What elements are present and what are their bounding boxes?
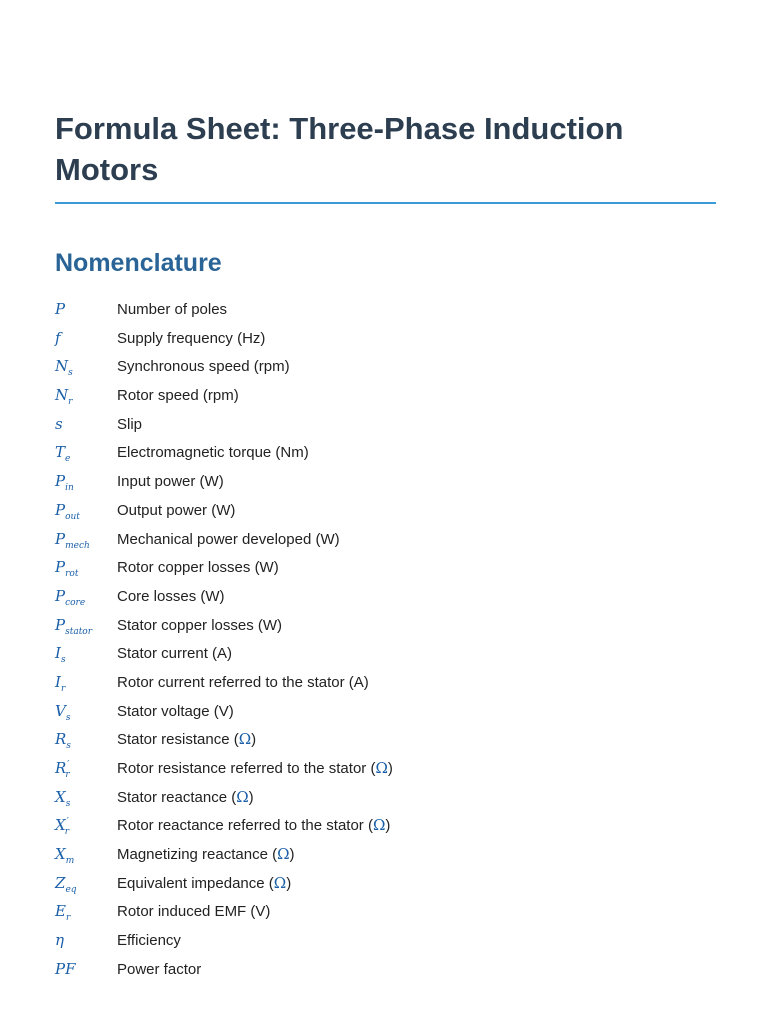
nomenclature-item: [55, 295, 716, 324]
symbol-subscript: core: [65, 597, 86, 608]
ohm-unit-symbol: Ω: [273, 873, 287, 892]
nomenclature-item: [55, 668, 716, 697]
description-text: Electromagnetic torque (Nm): [117, 444, 309, 462]
nomenclature-description: [117, 526, 340, 555]
nomenclature-item: [55, 582, 716, 611]
nomenclature-symbol: [55, 783, 117, 812]
nomenclature-symbol: [55, 381, 117, 410]
nomenclature-symbol: [55, 295, 117, 324]
symbol-subscript: r: [64, 827, 70, 838]
nomenclature-item: [55, 410, 716, 439]
nomenclature-description: [117, 411, 142, 440]
symbol-base: Z: [55, 873, 66, 892]
nomenclature-description: [117, 382, 239, 411]
symbol-subscript: rot: [65, 569, 79, 580]
description-text: Output power (W): [117, 501, 236, 519]
page-title-line-2: Motors: [55, 152, 159, 187]
symbol-subscript: eq: [65, 884, 77, 895]
symbol-subscript: r: [68, 397, 73, 408]
description-text: Stator resistance (: [117, 731, 239, 749]
nomenclature-symbol: [55, 496, 117, 525]
nomenclature-description: [117, 698, 234, 727]
symbol-base: P: [55, 472, 66, 491]
nomenclature-symbol: [55, 324, 117, 353]
nomenclature-item: [55, 926, 716, 955]
symbol-base: N: [55, 357, 69, 376]
ohm-unit-symbol: Ω: [277, 845, 290, 864]
symbol-base: V: [55, 701, 66, 720]
nomenclature-item: [55, 611, 716, 640]
nomenclature-description: [117, 296, 227, 325]
symbol-base: P: [55, 500, 66, 519]
nomenclature-description: [117, 325, 265, 354]
symbol-subscript: s: [65, 798, 71, 809]
nomenclature-item: [55, 438, 716, 467]
symbol-base: X: [55, 845, 66, 864]
symbol-subscript: s: [66, 741, 71, 752]
symbol-prime: ′: [67, 760, 70, 770]
nomenclature-description: [117, 725, 256, 755]
nomenclature-item: [55, 639, 716, 668]
description-closing: ): [248, 788, 254, 806]
description-text: Supply frequency (Hz): [117, 329, 266, 347]
symbol-base: f: [55, 328, 61, 347]
symbol-subscript: out: [65, 511, 80, 522]
nomenclature-description: [117, 754, 393, 784]
nomenclature-symbol: [55, 553, 117, 582]
symbol-base: I: [55, 644, 61, 663]
symbol-subscript: r: [60, 683, 66, 694]
description-closing: ): [286, 874, 292, 892]
nomenclature-item: [55, 840, 716, 869]
ohm-unit-symbol: Ω: [238, 730, 252, 749]
ohm-unit-symbol: Ω: [236, 787, 249, 806]
description-text: Input power (W): [117, 473, 224, 491]
nomenclature-item: [55, 697, 716, 726]
nomenclature-description: [117, 497, 235, 526]
nomenclature-item: [55, 324, 716, 353]
symbol-base: P: [55, 586, 66, 605]
symbol-subscript: s: [65, 712, 71, 723]
description-closing: ): [387, 760, 393, 777]
symbol-base: P: [55, 558, 66, 577]
description-text: Stator voltage (V): [117, 702, 234, 720]
description-text: Number of poles: [117, 301, 228, 318]
nomenclature-description: [117, 956, 201, 985]
symbol-subscript: r: [65, 913, 71, 924]
nomenclature-description: [117, 927, 181, 956]
symbol-base: P: [55, 300, 66, 318]
description-closing: ): [289, 846, 295, 864]
description-text: Slip: [117, 415, 143, 433]
description-text: Synchronous speed (rpm): [117, 358, 290, 376]
nomenclature-symbol: [55, 725, 117, 754]
nomenclature-item: [55, 725, 716, 754]
nomenclature-item: [55, 754, 716, 783]
page-title: [55, 0, 716, 190]
symbol-base: N: [55, 386, 69, 405]
description-closing: ): [385, 817, 391, 835]
symbol-base: PF: [55, 959, 76, 978]
description-text: Stator current (A): [117, 645, 233, 663]
nomenclature-description: [117, 840, 295, 870]
nomenclature-item: [55, 955, 716, 984]
nomenclature-symbol: [55, 611, 117, 640]
nomenclature-symbol: [55, 525, 117, 554]
symbol-prime: ′: [66, 817, 69, 828]
nomenclature-description: [117, 898, 270, 927]
nomenclature-item: [55, 496, 716, 525]
description-text: Rotor resistance referred to the stator (: [117, 760, 376, 777]
symbol-subscript: stator: [65, 626, 93, 637]
symbol-subscript: e: [65, 454, 71, 465]
nomenclature-symbol: [55, 754, 117, 783]
symbol-subscript: r: [65, 770, 70, 780]
nomenclature-heading: Nomenclature: [55, 249, 222, 277]
symbol-base: η: [55, 931, 64, 950]
symbol-base: P: [55, 615, 66, 634]
description-text: Efficiency: [117, 932, 181, 950]
nomenclature-item: [55, 467, 716, 496]
symbol-subscript: s: [60, 655, 66, 666]
description-text: Rotor induced EMF (V): [117, 903, 271, 921]
symbol-base: X: [55, 816, 66, 835]
description-text: Equivalent impedance (: [117, 874, 274, 892]
symbol-subscript: s: [68, 368, 73, 379]
nomenclature-description: [117, 640, 232, 669]
nomenclature-description: [117, 669, 369, 698]
nomenclature-symbol: [55, 352, 117, 381]
nomenclature-item: [55, 525, 716, 554]
page-title-line-1: Formula Sheet: Three-Phase Induction: [55, 111, 624, 146]
nomenclature-symbol: [55, 869, 117, 898]
symbol-subscript: m: [65, 856, 75, 867]
symbol-base: R: [55, 730, 67, 749]
nomenclature-description: [117, 439, 309, 468]
symbol-subscript: mech: [65, 540, 90, 551]
nomenclature-description: [117, 468, 224, 497]
nomenclature-list: [55, 295, 716, 984]
nomenclature-item: [55, 553, 716, 582]
description-text: Rotor current referred to the stator (A): [117, 673, 369, 691]
nomenclature-description: [117, 612, 282, 641]
nomenclature-symbol: [55, 668, 117, 697]
description-text: Power factor: [117, 960, 202, 978]
nomenclature-description: [117, 583, 225, 612]
nomenclature-description: [117, 869, 291, 899]
symbol-base: I: [55, 672, 61, 691]
formula-sheet-page: [55, 0, 716, 1000]
description-text: Rotor reactance referred to the stator (: [117, 817, 373, 835]
nomenclature-item: [55, 897, 716, 926]
description-text: Stator copper losses (W): [117, 616, 283, 634]
symbol-base: P: [55, 529, 66, 548]
nomenclature-symbol: [55, 582, 117, 611]
description-text: Rotor speed (rpm): [117, 387, 239, 405]
nomenclature-item: [55, 381, 716, 410]
description-text: Core losses (W): [117, 587, 225, 605]
description-text: Mechanical power developed (W): [117, 530, 340, 548]
symbol-base: T: [55, 443, 66, 462]
nomenclature-description: [117, 811, 390, 841]
description-text: Magnetizing reactance (: [117, 846, 278, 864]
nomenclature-item: [55, 811, 716, 840]
title-divider: [55, 202, 716, 204]
nomenclature-symbol: [55, 926, 117, 955]
description-text: Rotor copper losses (W): [117, 559, 279, 577]
nomenclature-symbol: [55, 410, 117, 439]
description-closing: ): [251, 731, 257, 749]
nomenclature-symbol: [55, 811, 117, 840]
symbol-base: s: [55, 414, 63, 433]
nomenclature-symbol: [55, 955, 117, 984]
nomenclature-symbol: [55, 639, 117, 668]
nomenclature-symbol: [55, 438, 117, 467]
nomenclature-symbol: [55, 697, 117, 726]
ohm-unit-symbol: Ω: [372, 816, 386, 835]
symbol-base: E: [55, 902, 66, 921]
nomenclature-symbol: [55, 897, 117, 926]
nomenclature-item: [55, 869, 716, 898]
symbol-subscript: in: [65, 483, 74, 494]
symbol-base: R: [55, 759, 67, 777]
nomenclature-symbol: [55, 467, 117, 496]
ohm-unit-symbol: Ω: [375, 759, 388, 777]
description-text: Stator reactance (: [117, 788, 237, 806]
symbol-base: X: [55, 787, 66, 806]
nomenclature-description: [117, 554, 279, 583]
nomenclature-item: [55, 783, 716, 812]
nomenclature-description: [117, 353, 290, 382]
nomenclature-description: [117, 783, 254, 813]
nomenclature-item: [55, 352, 716, 381]
nomenclature-symbol: [55, 840, 117, 869]
